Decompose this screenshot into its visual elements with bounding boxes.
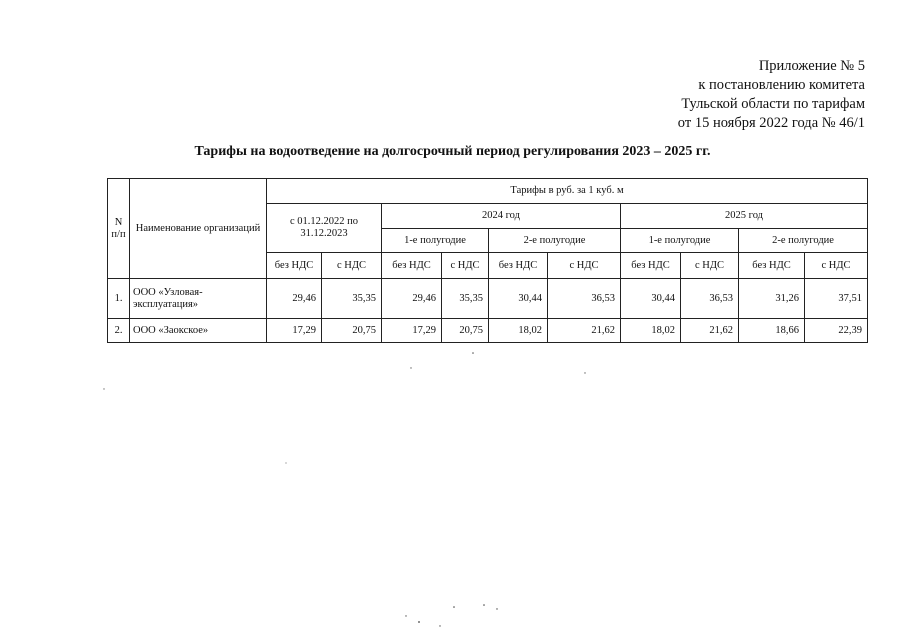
tariff-value: 18,66	[739, 319, 805, 343]
appendix-line-2: к постановлению комитета	[698, 77, 865, 93]
header-with-vat: с НДС	[322, 253, 382, 279]
header-no-vat: без НДС	[267, 253, 322, 279]
tariff-value: 30,44	[621, 279, 681, 319]
row-number: 1.	[108, 279, 130, 319]
tariff-value: 35,35	[322, 279, 382, 319]
header-year-2024: 2024 год	[382, 204, 621, 229]
header-2025-half2: 2-е полугодие	[739, 229, 868, 253]
organization-name: ООО «Узловая-эксплуатация»	[130, 279, 267, 319]
header-period-2022: с 01.12.2022 по 31.12.2023	[267, 204, 382, 253]
tariff-value: 35,35	[442, 279, 489, 319]
tariff-value: 29,46	[382, 279, 442, 319]
tariff-value: 17,29	[382, 319, 442, 343]
header-no-vat: без НДС	[489, 253, 548, 279]
tariff-value: 20,75	[322, 319, 382, 343]
table-row	[108, 319, 868, 343]
table-row	[108, 279, 868, 319]
appendix-line-4: от 15 ноября 2022 года № 46/1	[677, 115, 865, 131]
header-2024-half2: 2-е полугодие	[489, 229, 621, 253]
tariff-value: 21,62	[681, 319, 739, 343]
header-with-vat: с НДС	[681, 253, 739, 279]
appendix-block	[678, 57, 865, 133]
tariff-value: 36,53	[548, 279, 621, 319]
header-no-vat: без НДС	[621, 253, 681, 279]
tariff-value: 30,44	[489, 279, 548, 319]
tariff-value: 37,51	[805, 279, 868, 319]
header-2024-half1: 1-е полугодие	[382, 229, 489, 253]
tariff-value: 29,46	[267, 279, 322, 319]
appendix-line-1: Приложение № 5	[758, 58, 865, 74]
header-with-vat: с НДС	[805, 253, 868, 279]
header-2025-half1: 1-е полугодие	[621, 229, 739, 253]
header-with-vat: с НДС	[548, 253, 621, 279]
tariff-value: 31,26	[739, 279, 805, 319]
header-name: Наименование организаций	[130, 179, 267, 279]
tariff-value: 36,53	[681, 279, 739, 319]
tariff-value: 18,02	[621, 319, 681, 343]
row-number: 2.	[108, 319, 130, 343]
tariff-value: 17,29	[267, 319, 322, 343]
organization-name: ООО «Заокское»	[130, 319, 267, 343]
appendix-line-3: Тульской области по тарифам	[681, 96, 865, 112]
header-row-1	[108, 179, 868, 204]
header-with-vat: с НДС	[442, 253, 489, 279]
document-title: Тарифы на водоотведение на долгосрочный период регулирования 2023 – 2025 гг.	[194, 144, 711, 159]
header-tariffs: Тарифы в руб. за 1 куб. м	[267, 179, 868, 204]
header-num: N п/п	[108, 179, 130, 279]
header-year-2025: 2025 год	[621, 204, 868, 229]
tariffs-table	[107, 178, 868, 343]
tariff-value: 20,75	[442, 319, 489, 343]
tariff-value: 21,62	[548, 319, 621, 343]
tariff-value: 18,02	[489, 319, 548, 343]
tariff-value: 22,39	[805, 319, 868, 343]
header-no-vat: без НДС	[739, 253, 805, 279]
header-no-vat: без НДС	[382, 253, 442, 279]
